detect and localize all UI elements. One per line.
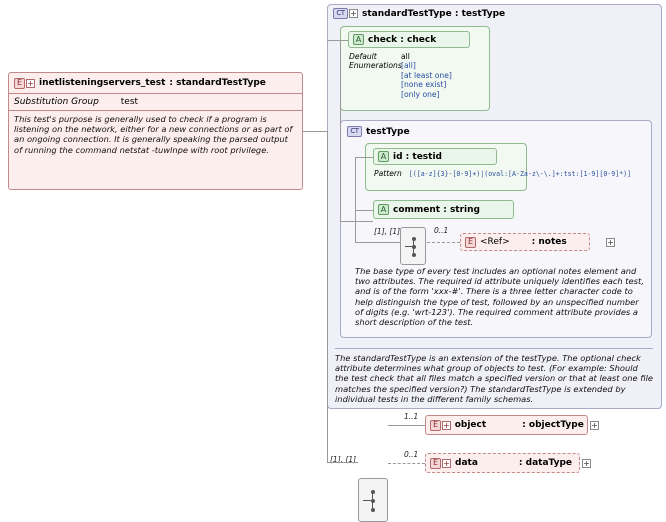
object-type: : objectType <box>522 420 584 430</box>
standard-test-type-header <box>333 8 505 19</box>
test-type-title: testType <box>366 126 410 137</box>
link-line-bottom <box>327 462 358 463</box>
enumerations-label: Enumerations <box>349 61 402 71</box>
data-element[interactable] <box>425 453 580 473</box>
link-line-seq <box>355 242 400 243</box>
element-icon: E <box>430 458 441 469</box>
check-attribute[interactable] <box>348 31 470 48</box>
enum-3: [only one] <box>401 89 440 99</box>
ref-expand-icon[interactable]: + <box>607 238 614 247</box>
default-value: all <box>401 52 410 61</box>
data-expand-icon[interactable]: + <box>583 459 590 468</box>
root-element-type: : standardTestType <box>169 78 266 88</box>
comment-attribute[interactable] <box>373 200 514 219</box>
object-multiplicity: 1..1 <box>404 412 419 421</box>
element-icon: E <box>14 78 25 89</box>
ref-multiplicity: 0..1 <box>434 226 449 235</box>
pattern-label: Pattern <box>374 169 402 178</box>
ref-connector-line <box>427 242 460 243</box>
object-expand-icon[interactable]: + <box>591 421 598 430</box>
complex-type-icon: CT <box>347 126 362 137</box>
ref-left-multiplicity: [1], [1] <box>374 227 401 236</box>
link-line-check <box>327 40 348 41</box>
link-line-check-vertical <box>340 40 341 221</box>
check-attribute-label: check : check <box>368 34 437 45</box>
check-facets <box>349 52 484 99</box>
link-line-inner-vertical <box>355 157 356 242</box>
element-plus-icon: + <box>27 78 34 88</box>
element-plus-icon: + <box>443 458 450 468</box>
data-name-label: data <box>455 458 478 468</box>
root-element-documentation: This test's purpose is generally used to check if a program is listening on the network, either for a new connections or as part of an ongoing connection. It is generally speaking the parsed output of running the command netstat -tuwlnpe with root privilege. <box>14 114 293 155</box>
ref-notes-element[interactable] <box>460 233 590 251</box>
test-type-header <box>347 126 410 137</box>
attribute-icon: A <box>378 151 389 162</box>
sequence-connector[interactable] <box>400 227 426 265</box>
link-line-attr <box>340 221 373 222</box>
expand-icon[interactable]: + <box>350 9 357 18</box>
id-facets <box>374 169 631 178</box>
test-type-documentation: The base type of every test includes an optional notes element and two attributes. The required id attribute uniquely identifies each test, and is of the form 'xxx-#'. There is a three letter character code to help distinguish the type of test, followed by an unspecified number of digits (e.g. 'wrt-123'). The required comment attribute provides a short description of the test. <box>355 266 644 328</box>
object-name: object <box>454 420 487 430</box>
standard-test-type-documentation: The standardTestType is an extension of the testType. The optional check attribute determines what group of objects to test. (For example: Should the test check that all files match a specified version or that at least one file matches the specified version?) The standardTestType is extended by individual tests in the different family schemas. <box>335 348 653 404</box>
object-connector-line <box>388 425 425 426</box>
substitution-group-label: Substitution Group <box>14 97 99 107</box>
link-line-vertical <box>327 131 328 462</box>
link-line-id <box>355 157 373 158</box>
enum-0: [all] <box>401 61 416 71</box>
root-element-box <box>8 72 303 190</box>
enum-1: [at least one] <box>401 70 452 80</box>
standard-test-type-title: standardTestType : testType <box>362 8 506 19</box>
id-attribute[interactable] <box>373 148 497 165</box>
substitution-group-value: test <box>120 97 139 107</box>
bottom-sequence-connector[interactable] <box>358 478 388 522</box>
id-attribute-label: id : testid <box>393 151 442 162</box>
ref-label: <Ref> <box>480 237 510 247</box>
pattern-value: [([a-z]{3}-[0-9]+)|(oval:[A-Za-z\-\.]+:tst:[1-9][0-9]*)] <box>408 170 632 178</box>
link-line-comment <box>355 210 373 211</box>
root-element-name: inetlisteningservers_test <box>39 78 166 88</box>
data-multiplicity: 0..1 <box>404 450 419 459</box>
element-icon: E <box>465 237 476 248</box>
data-connector-line <box>388 463 425 464</box>
comment-attribute-label: comment : string <box>393 204 480 215</box>
attribute-icon: A <box>353 34 364 45</box>
object-element[interactable] <box>425 415 588 435</box>
element-icon: E <box>430 420 441 431</box>
enum-2: [none exist] <box>401 80 447 90</box>
link-line-root <box>303 131 327 132</box>
ref-type: : notes <box>531 237 567 247</box>
data-type: : dataType <box>518 458 573 468</box>
default-label: Default <box>349 52 377 61</box>
bottom-left-multiplicity: [1], [1] <box>330 455 357 464</box>
attribute-icon: A <box>378 204 389 215</box>
complex-type-icon: CT <box>333 8 348 19</box>
element-plus-icon: + <box>443 420 450 430</box>
